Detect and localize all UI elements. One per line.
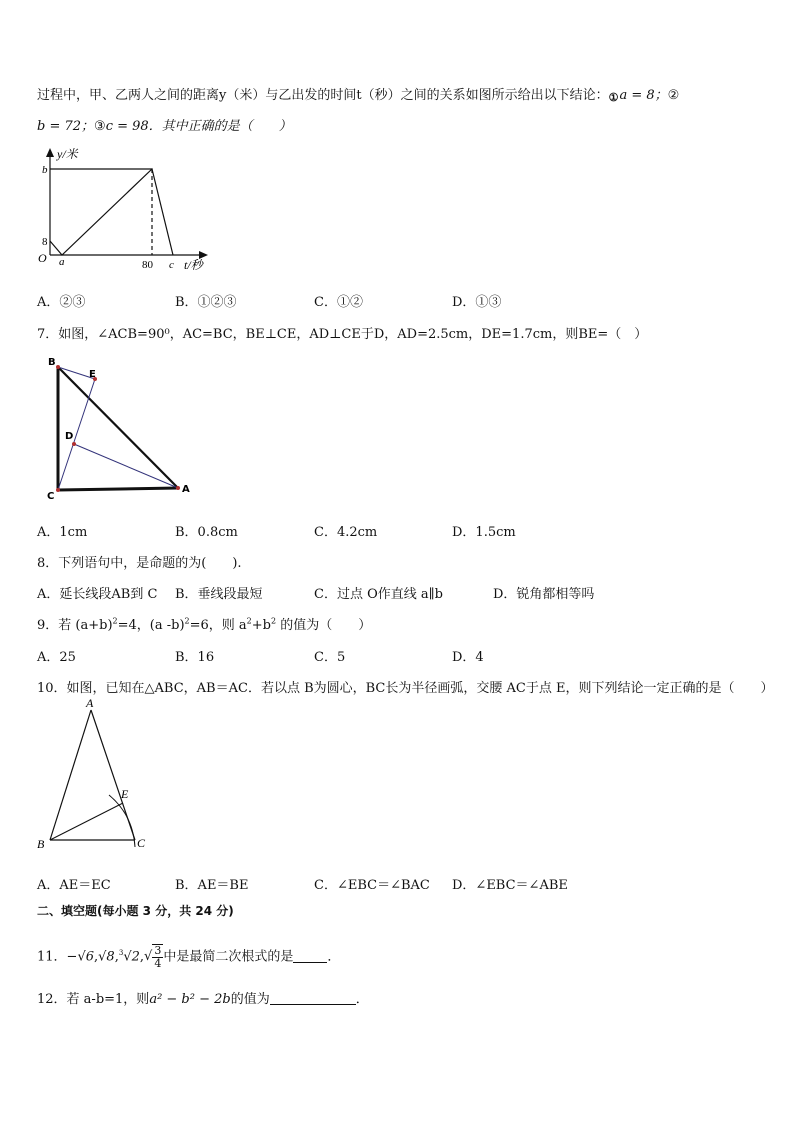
q8-option-c[interactable]: C．过点 O作直线 a∥b [314, 587, 443, 602]
label-b: B [37, 837, 45, 851]
q7-triangle-figure [45, 355, 195, 505]
q10-option-c[interactable]: C．∠EBC＝∠BAC [314, 878, 430, 893]
segment-be [50, 803, 123, 840]
q9-option-b[interactable]: B．16 [175, 650, 215, 665]
q10-option-b[interactable]: B．AE＝BE [175, 878, 249, 893]
label-e: E [121, 787, 129, 801]
label-b: B [48, 357, 56, 368]
q8-option-b[interactable]: B．垂线段最短 [175, 587, 263, 602]
q10-question-text: 10．如图，已知在△ABC，AB＝AC．若以点 B为圆心，BC长为半径画弧，交腰 AC于点 E，则下列结论一定正确的是（ ） [37, 681, 774, 696]
q10-option-a[interactable]: A．AE＝EC [37, 878, 111, 893]
label-a: A [86, 696, 94, 710]
tick-c: c [169, 259, 174, 271]
sqrt-fraction: √ $\frac{3}{4}$ [144, 943, 162, 970]
q9-options [37, 646, 737, 664]
x-axis-label: t/秒 [184, 258, 203, 272]
q9-question-text: 9．若 $(a+b)^2=4$，(a -b)$^2$=6，则 $a^2+b^2$ 的值为（ ） [37, 616, 372, 633]
q6-option-b[interactable]: B．①②③ [175, 295, 237, 310]
answer-blank[interactable] [293, 950, 327, 963]
q7-option-b[interactable]: B．0.8cm [175, 525, 238, 540]
tick-80: 80 [142, 259, 153, 271]
q6-option-d[interactable]: D．①③ [452, 295, 502, 310]
segment-ad [74, 444, 178, 488]
side-ca [58, 488, 178, 490]
distance-curve [50, 169, 173, 255]
segment-ce [58, 379, 95, 490]
q6-distance-time-graph [35, 145, 215, 275]
tick-8: 8 [42, 236, 48, 248]
circled-1: ① [608, 91, 619, 104]
label-a: A [182, 484, 190, 495]
q10-option-d[interactable]: D．∠EBC＝∠ABE [452, 878, 568, 893]
q8-question-text: 8．下列语句中，是命题的为( ). [37, 556, 242, 571]
label-c: C [47, 491, 55, 502]
q8-options [37, 583, 737, 601]
q7-option-c[interactable]: C．4.2cm [314, 525, 378, 540]
q9-option-d[interactable]: D．4 [452, 650, 484, 665]
origin-label: O [38, 251, 47, 265]
side-ab [58, 367, 178, 488]
q10-options [37, 874, 737, 892]
q11-question-text: 11．−√6,√8,$^3$√2,√ $\frac{3}{4}$ 中是最简二次根式的是 ． [37, 937, 340, 977]
q8-option-d[interactable]: D．锐角都相等吗 [493, 587, 595, 602]
label-e: E [89, 369, 96, 380]
side-ab [50, 710, 91, 840]
q6-text-line1: 过程中，甲、乙两人之间的距离y（米）与乙出发的时间t（秒）之间的关系如图所示给出以下结论：①a = 8；② [37, 88, 680, 104]
q9-option-a[interactable]: A．25 [37, 650, 76, 665]
q10-isosceles-figure [35, 697, 165, 857]
q7-option-d[interactable]: D．1.5cm [452, 525, 516, 540]
tick-b: b [42, 164, 48, 176]
q7-option-a[interactable]: A．1cm [37, 525, 88, 540]
y-axis-arrow [46, 148, 54, 157]
answer-blank[interactable] [270, 992, 356, 1005]
q6-option-c[interactable]: C．①② [314, 295, 363, 310]
label-c: C [137, 836, 146, 850]
y-axis-label: y/米 [57, 147, 78, 161]
section-heading: 二、填空题(每小题 3 分，共 24 分) [37, 904, 234, 918]
q6-options [37, 291, 737, 309]
q7-question-text: 7．如图，∠ACB=90⁰，AC=BC，BE⊥CE，AD⊥CE于D，AD=2.5cm，DE=1.7cm，则BE=（ ） [37, 327, 648, 342]
q12-question-text: 12．若 a-b=1，则a² − b² − 2b的值为 ． [37, 992, 369, 1007]
q8-option-a[interactable]: A．延长线段AB到 C [37, 587, 158, 602]
label-d: D [65, 431, 74, 442]
q7-options [37, 521, 737, 539]
q6-text-line2: b = 72；③c = 98．其中正确的是（ ） [37, 119, 292, 134]
tick-a: a [59, 256, 65, 268]
q9-option-c[interactable]: C．5 [314, 650, 346, 665]
q6-option-a[interactable]: A．②③ [37, 295, 86, 310]
